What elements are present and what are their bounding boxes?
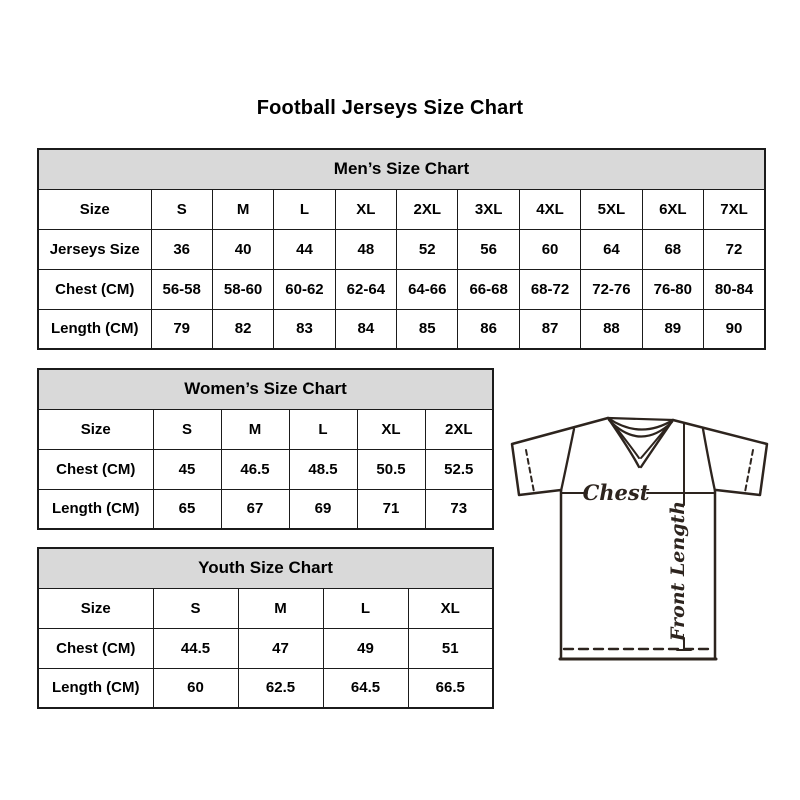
size-cell: 50.5 bbox=[357, 449, 425, 489]
size-cell: 69 bbox=[289, 489, 357, 529]
mens-table-header: Men’s Size Chart bbox=[38, 149, 765, 189]
size-cell: 56-58 bbox=[151, 269, 212, 309]
size-cell: S bbox=[151, 189, 212, 229]
row-label: Chest (CM) bbox=[38, 628, 153, 668]
size-cell: 48.5 bbox=[289, 449, 357, 489]
row-label: Size bbox=[38, 409, 153, 449]
size-cell: 64 bbox=[581, 229, 642, 269]
table-row bbox=[38, 409, 493, 449]
size-cell: 87 bbox=[519, 309, 580, 349]
size-cell: L bbox=[289, 409, 357, 449]
size-cell: 86 bbox=[458, 309, 519, 349]
size-cell: M bbox=[221, 409, 289, 449]
size-cell: 56 bbox=[458, 229, 519, 269]
size-cell: 68 bbox=[642, 229, 703, 269]
size-cell: 88 bbox=[581, 309, 642, 349]
size-cell: L bbox=[274, 189, 335, 229]
row-label: Length (CM) bbox=[38, 668, 153, 708]
size-cell: XL bbox=[357, 409, 425, 449]
size-cell: 36 bbox=[151, 229, 212, 269]
jersey-outline bbox=[512, 418, 767, 659]
size-cell: 46.5 bbox=[221, 449, 289, 489]
size-cell: 45 bbox=[153, 449, 221, 489]
size-cell: 73 bbox=[425, 489, 493, 529]
jersey-collar bbox=[608, 418, 673, 467]
page-title: Football Jerseys Size Chart bbox=[256, 97, 524, 119]
size-cell: XL bbox=[335, 189, 396, 229]
size-cell: 4XL bbox=[519, 189, 580, 229]
size-cell: 40 bbox=[212, 229, 273, 269]
table-row bbox=[38, 269, 765, 309]
size-cell: 65 bbox=[153, 489, 221, 529]
youth-table-header: Youth Size Chart bbox=[38, 548, 493, 588]
table-row bbox=[38, 588, 493, 628]
row-label: Size bbox=[38, 588, 153, 628]
table-row bbox=[38, 229, 765, 269]
size-cell: 72 bbox=[704, 229, 765, 269]
size-cell: 44 bbox=[274, 229, 335, 269]
chest-label: Chest bbox=[582, 480, 650, 505]
size-cell: 83 bbox=[274, 309, 335, 349]
row-label: Chest (CM) bbox=[38, 449, 153, 489]
size-cell: 44.5 bbox=[153, 628, 238, 668]
table-row bbox=[38, 668, 493, 708]
size-cell: 79 bbox=[151, 309, 212, 349]
size-cell: 60-62 bbox=[274, 269, 335, 309]
size-cell: 3XL bbox=[458, 189, 519, 229]
size-cell: 52.5 bbox=[425, 449, 493, 489]
size-cell: S bbox=[153, 409, 221, 449]
youth-size-table bbox=[37, 547, 494, 709]
table-row bbox=[38, 189, 765, 229]
size-cell: 52 bbox=[397, 229, 458, 269]
size-cell: 62-64 bbox=[335, 269, 396, 309]
size-cell: 49 bbox=[323, 628, 408, 668]
size-cell: 80-84 bbox=[704, 269, 765, 309]
womens-size-table bbox=[37, 368, 494, 530]
row-label: Chest (CM) bbox=[38, 269, 151, 309]
size-cell: 67 bbox=[221, 489, 289, 529]
size-cell: 85 bbox=[397, 309, 458, 349]
table-row bbox=[38, 628, 493, 668]
size-cell: 5XL bbox=[581, 189, 642, 229]
size-cell: 62.5 bbox=[238, 668, 323, 708]
row-label: Length (CM) bbox=[38, 489, 153, 529]
size-cell: 64-66 bbox=[397, 269, 458, 309]
size-cell: 71 bbox=[357, 489, 425, 529]
size-cell: 48 bbox=[335, 229, 396, 269]
size-cell: 64.5 bbox=[323, 668, 408, 708]
mens-size-table bbox=[37, 148, 766, 350]
table-row bbox=[38, 309, 765, 349]
size-cell: S bbox=[153, 588, 238, 628]
size-cell: 6XL bbox=[642, 189, 703, 229]
front-length-label: Front Length bbox=[667, 500, 689, 642]
row-label: Jerseys Size bbox=[38, 229, 151, 269]
size-cell: 58-60 bbox=[212, 269, 273, 309]
size-cell: 66.5 bbox=[408, 668, 493, 708]
row-label: Size bbox=[38, 189, 151, 229]
size-cell: M bbox=[238, 588, 323, 628]
size-cell: 72-76 bbox=[581, 269, 642, 309]
table-row bbox=[38, 449, 493, 489]
size-cell: 66-68 bbox=[458, 269, 519, 309]
womens-table-header: Women’s Size Chart bbox=[38, 369, 493, 409]
size-cell: 76-80 bbox=[642, 269, 703, 309]
row-label: Length (CM) bbox=[38, 309, 151, 349]
size-cell: 82 bbox=[212, 309, 273, 349]
size-cell: XL bbox=[408, 588, 493, 628]
size-cell: 51 bbox=[408, 628, 493, 668]
size-cell: 90 bbox=[704, 309, 765, 349]
jersey-illustration bbox=[504, 398, 776, 686]
size-cell: 47 bbox=[238, 628, 323, 668]
size-cell: 60 bbox=[519, 229, 580, 269]
size-cell: 68-72 bbox=[519, 269, 580, 309]
size-cell: L bbox=[323, 588, 408, 628]
size-cell: 60 bbox=[153, 668, 238, 708]
size-cell: 84 bbox=[335, 309, 396, 349]
size-cell: M bbox=[212, 189, 273, 229]
jersey-diagram bbox=[504, 398, 776, 686]
size-cell: 89 bbox=[642, 309, 703, 349]
size-cell: 7XL bbox=[704, 189, 765, 229]
table-row bbox=[38, 489, 493, 529]
size-cell: 2XL bbox=[425, 409, 493, 449]
size-cell: 2XL bbox=[397, 189, 458, 229]
